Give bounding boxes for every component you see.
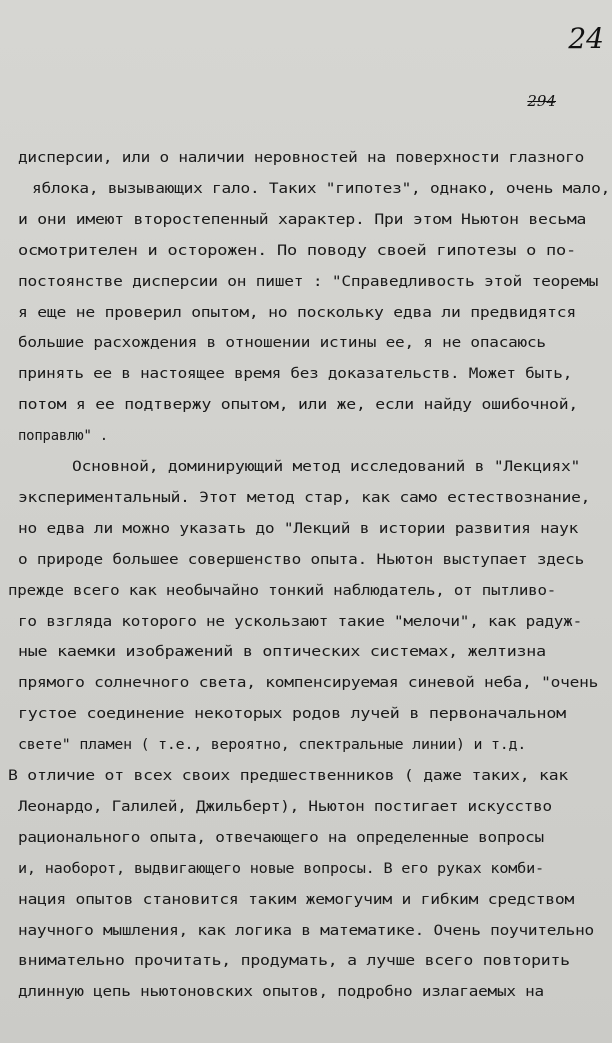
text-line: нация опытов становится таким жемогучим и гибким средством	[18, 891, 575, 908]
text-line: дисперсии, или о наличии неровностей на поверхности глазного	[18, 150, 585, 166]
text-line: постоянстве дисперсии он пишет : "Справедливость этой теоремы	[18, 273, 599, 290]
text-line: и они имеют второстепенный характер. При этом Ньютон весьма	[18, 211, 587, 228]
struck-page-number: 294	[527, 92, 556, 110]
text-line: о природе большее совершенство опыта. Ньютон выступает здесь	[18, 551, 585, 568]
text-line: я еще не проверил опытом, но поскольку едва ли предвидятся	[18, 304, 577, 321]
text-line: прежде всего как необычайно тонкий наблюдатель, от пытливо-	[8, 582, 557, 599]
text-line: длинную цепь ньютоновских опытов, подробно излагаемых на	[18, 984, 544, 1001]
text-line: Основной, доминирующий метод исследований в "Лекциях"	[72, 459, 581, 475]
text-line: но едва ли можно указать до "Лекций в истории развития наук	[18, 520, 579, 537]
text-line: яблока, вызывающих гало. Таких "гипотез", однако, очень мало,	[32, 180, 611, 197]
text-line: густое соединение некоторых родов лучей в первоначальном	[18, 706, 566, 723]
text-line: осмотрителен и осторожен. По поводу своей гипотезы о по-	[18, 242, 576, 259]
text-line: внимательно прочитать, продумать, а лучше всего повторить	[18, 953, 570, 970]
text-line: поправлю" .	[18, 428, 108, 445]
text-line: принять ее в настоящее время без доказательств. Может быть,	[18, 366, 573, 383]
text-line: большие расхождения в отношении истины ее, я не опасаюсь	[18, 335, 546, 352]
text-line: го взгляда которого не ускользают такие "мелочи", как радуж-	[18, 613, 583, 630]
text-line: научного мышления, как логика в математике. Очень поучительно	[18, 922, 595, 939]
text-line: рационального опыта, отвечающего на определенные вопросы	[18, 829, 544, 846]
text-line: В отличие от всех своих предшественников ( даже таких, как	[8, 768, 569, 784]
text-line: свете" пламен ( т.е., вероятно, спектральные линии) и т.д.	[18, 737, 527, 754]
handwritten-page-number: 24	[568, 22, 604, 55]
text-line: потом я ее подтвержу опытом, или же, если найду ошибочной,	[18, 397, 579, 414]
text-line: экспериментальный. Этот метод стар, как само естествознание,	[18, 489, 591, 506]
text-line: прямого солнечного света, компенсируемая синевой неба, "очень	[18, 675, 599, 692]
text-line: ные каемки изображений в оптических системах, желтизна	[18, 644, 546, 661]
text-line: Леонардо, Галилей, Джильберт), Ньютон постигает искусство	[18, 798, 552, 815]
text-line: и, наоборот, выдвигающего новые вопросы. В его руках комби-	[18, 860, 544, 877]
